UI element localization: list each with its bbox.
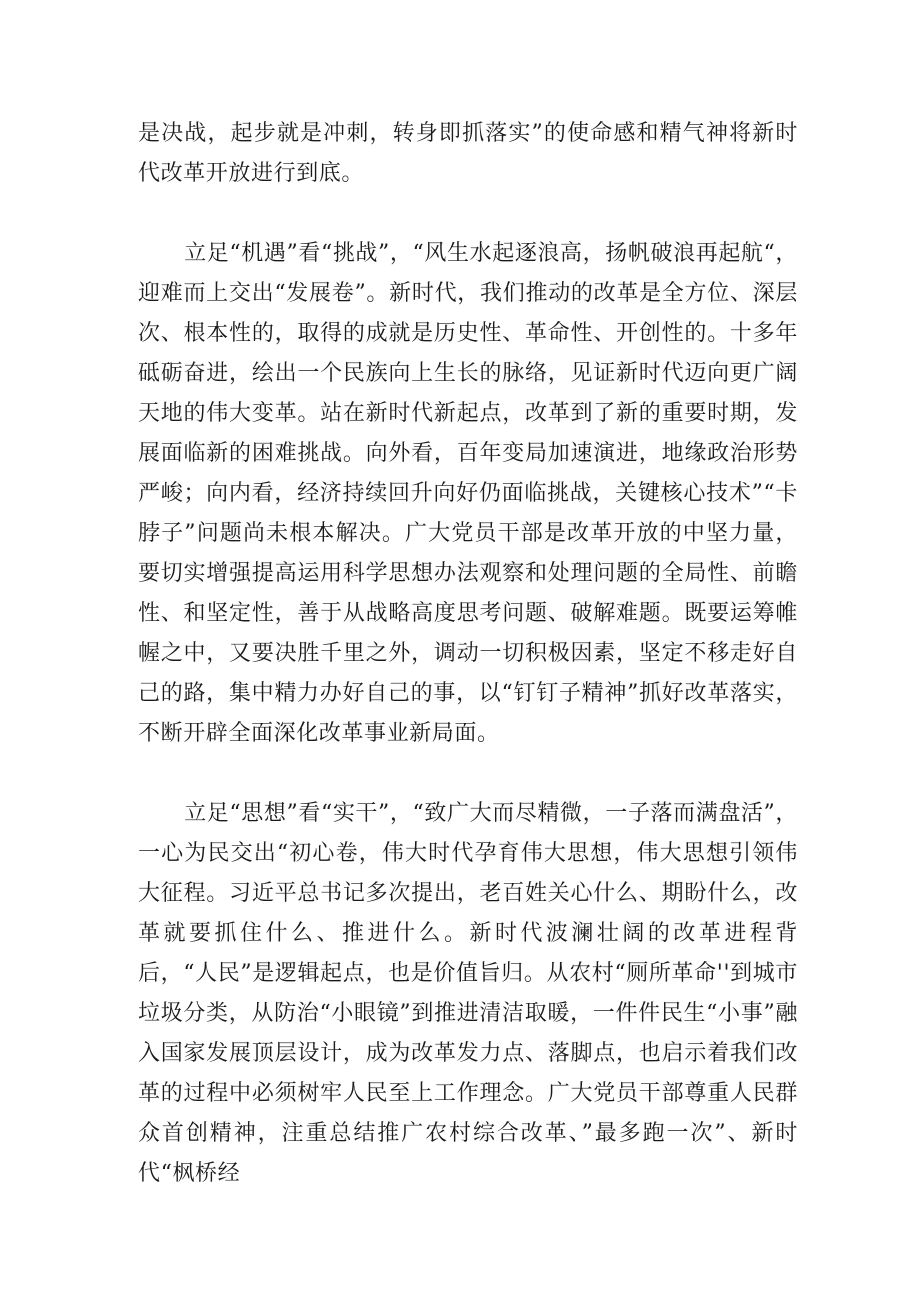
paragraph-opportunity-challenge: 立足“机遇”看“挑战”，“风生水起逐浪高，扬帆破浪再起航“，迎难而上交出“发展卷”。新时代，我们推动的改革是全方位、深层次、根本性的，取得的成就是历史性、革命性、开创性的。十多年砥砺奋进，绘出一个民族向上生长的脉络，见证新时代迈向更广阔天地的伟大变革。站在新时代新起点，改革到了新的重要时期，发展面临新的困难挑战。向外看，百年变局加速演进，地缘政治形势严峻；向内看，经济持续回升向好仍面临挑战，关键核心技术”“卡脖子”问题尚未根本解决。广大党员干部是改革开放的中坚力量，要切实增强提高运用科学思想办法观察和处理问题的全局性、前瞻性、和坚定性，善于从战略高度思考问题、破解难题。既要运筹帷幄之中，又要决胜千里之外，调动一切积极因素，坚定不移走好自己的路，集中精力办好自己的事，以“钉钉子精神”抓好改革落实，不断开辟全面深化改革事业新局面。 — [138, 241, 798, 746]
paragraph-continuation: 是决战，起步就是冲刺，转身即抓落实”的使命感和精气神将新时代改革开放进行到底。 — [138, 121, 798, 186]
paragraph-thought-action: 立足“思想”看“实干”，“致广大而尽精微，一子落而满盘活”，一心为民交出“初心卷，伟大时代孕育伟大思想，伟大思想引领伟大征程。习近平总书记多次提出，老百姓关心什么、期盼什么，改革就要抓住什么、推进什么。新时代波澜壮阔的改革进程背后，“人民”是逻辑起点，也是价值旨归。从农村“厕所革命''到城市垃圾分类，从防治“小眼镜”到推进清洁取暖，一件件民生“小事”融入国家发展顶层设计，成为改革发力点、落脚点，也启示着我们改革的过程中必须树牢人民至上工作理念。广大党员干部尊重人民群众首创精神，注重总结推广农村综合改革、”最多跑一次”、新时代“枫桥经 — [138, 801, 798, 1186]
document-page — [138, 114, 798, 1194]
